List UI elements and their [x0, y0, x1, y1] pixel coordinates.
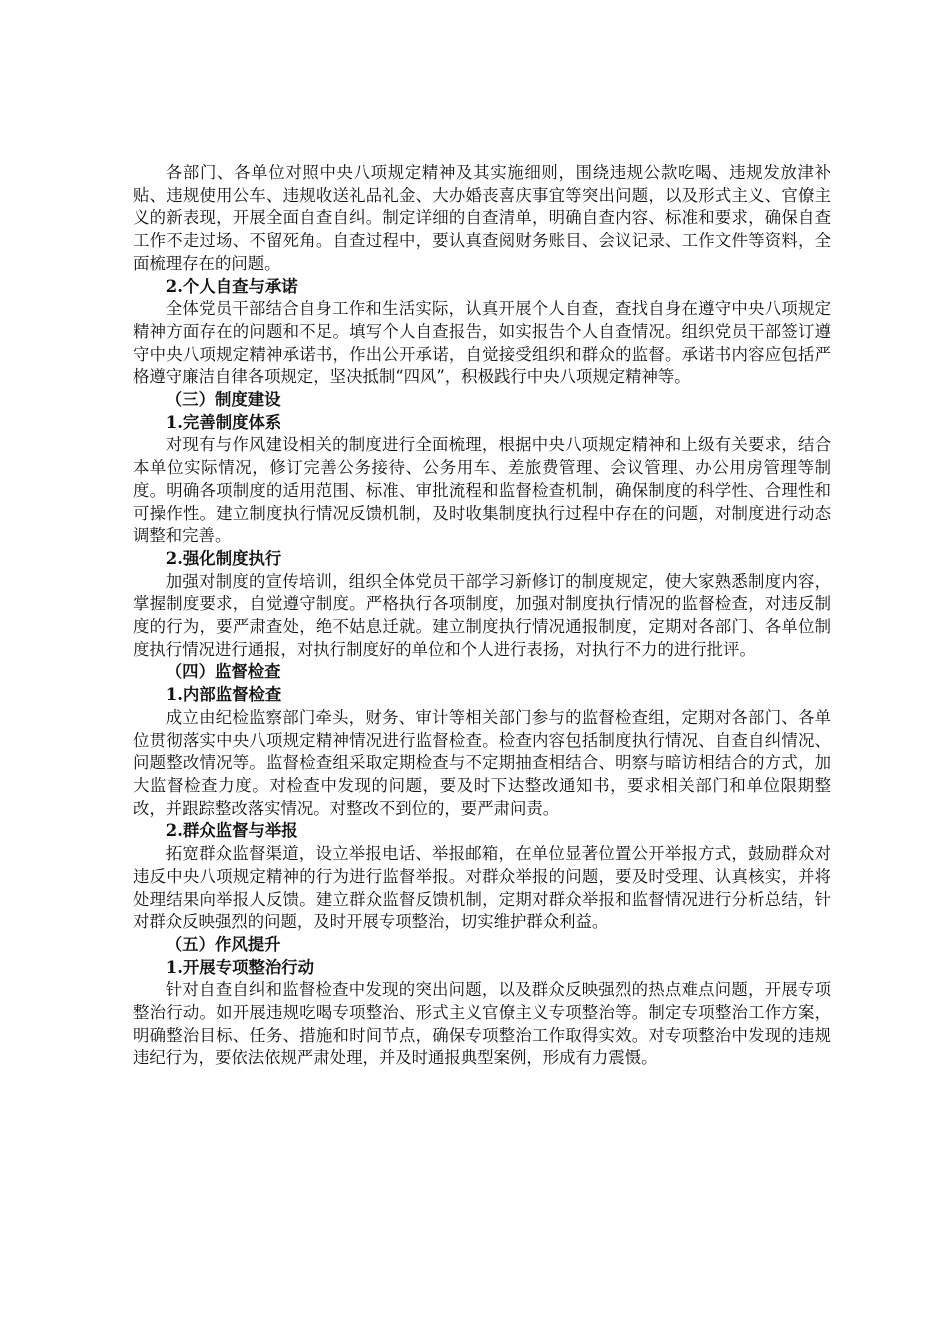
body-paragraph: 对现有与作风建设相关的制度进行全面梳理，根据中央八项规定精神和上级有关要求，结合本单位实际情况，修订完善公务接待、公务用车、差旅费管理、会议管理、办公用房管理等制度。明确各项制度的适用范围、标准、审批流程和监督检查机制，确保制度的科学性、合理性和可操作性。建立制度执行情况反馈机制，及时收集制度执行过程中存在的问题，对制度进行动态调整和完善。 — [133, 435, 831, 546]
subsection-heading: 2.群众监督与举报 — [165, 821, 298, 841]
section-heading: （四）监督检查 — [165, 662, 281, 682]
subsection-heading: 2.强化制度执行 — [165, 548, 282, 568]
body-paragraph: 针对自查自纠和监督检查中发现的突出问题，以及群众反映强烈的热点难点问题，开展专项整治行动。如开展违规吃喝专项整治、形式主义官僚主义专项整治等。制定专项整治工作方案，明确整治目标、任务、措施和时间节点，确保专项整治工作取得实效。对专项整治中发现的违规违纪行为，要依法依规严肃处理，并及时通报典型案例，形成有力震慑。 — [133, 980, 831, 1068]
body-paragraph: 加强对制度的宣传培训，组织全体党员干部学习新修订的制度规定，使大家熟悉制度内容，掌握制度要求，自觉遵守制度。严格执行各项制度，加强对制度执行情况的监督检查，对违反制度的行为，要严肃查处，绝不姑息迁就。建立制度执行情况通报制度，定期对各部门、各单位制度执行情况进行通报，对执行制度好的单位和个人进行表扬，对执行不力的进行批评。 — [133, 571, 831, 659]
document-page — [133, 162, 831, 1070]
section-heading: 2.个人自查与承诺 — [165, 276, 298, 296]
body-paragraph: 各部门、各单位对照中央八项规定精神及其实施细则，围绕违规公款吃喝、违规发放津补贴、违规使用公车、违规收送礼品礼金、大办婚丧喜庆事宜等突出问题，以及形式主义、官僚主义的新表现，开展全面自查自纠。制定详细的自查清单，明确自查内容、标准和要求，确保自查工作不走过场、不留死角。自查过程中，要认真查阅财务账目、会议记录、工作文件等资料，全面梳理存在的问题。 — [133, 163, 831, 273]
section-heading: （五）作风提升 — [165, 934, 281, 954]
section-heading: （三）制度建设 — [165, 390, 281, 410]
subsection-heading: 1.内部监督检查 — [165, 685, 282, 705]
subsection-heading: 1.开展专项整治行动 — [165, 957, 315, 977]
body-paragraph: 拓宽群众监督渠道，设立举报电话、举报邮箱，在单位显著位置公开举报方式，鼓励群众对违反中央八项规定精神的行为进行监督举报。对群众举报的问题，要及时受理、认真核实，并将处理结果向举报人反馈。建立群众监督反馈机制，定期对群众举报和监督情况进行分析总结，针对群众反映强烈的问题，及时开展专项整治，切实维护群众利益。 — [133, 844, 831, 932]
body-paragraph: 成立由纪检监察部门牵头，财务、审计等相关部门参与的监督检查组，定期对各部门、各单位贯彻落实中央八项规定精神情况进行监督检查。检查内容包括制度执行情况、自查自纠情况、问题整改情况等。监督检查组采取定期检查与不定期抽查相结合、明察与暗访相结合的方式，加大监督检查力度。对检查中发现的问题，要及时下达整改通知书，要求相关部门和单位限期整改，并跟踪整改落实情况。对整改不到位的，要严肃问责。 — [133, 707, 831, 818]
subsection-heading: 1.完善制度体系 — [165, 412, 282, 432]
body-paragraph: 全体党员干部结合自身工作和生活实际，认真开展个人自查，查找自身在遵守中央八项规定精神方面存在的问题和不足。填写个人自查报告，如实报告个人自查情况。组织党员干部签订遵守中央八项规定精神承诺书，作出公开承诺，自觉接受组织和群众的监督。承诺书内容应包括严格遵守廉洁自律各项规定，坚决抵制“四风”，积极践行中央八项规定精神等。 — [133, 299, 831, 387]
